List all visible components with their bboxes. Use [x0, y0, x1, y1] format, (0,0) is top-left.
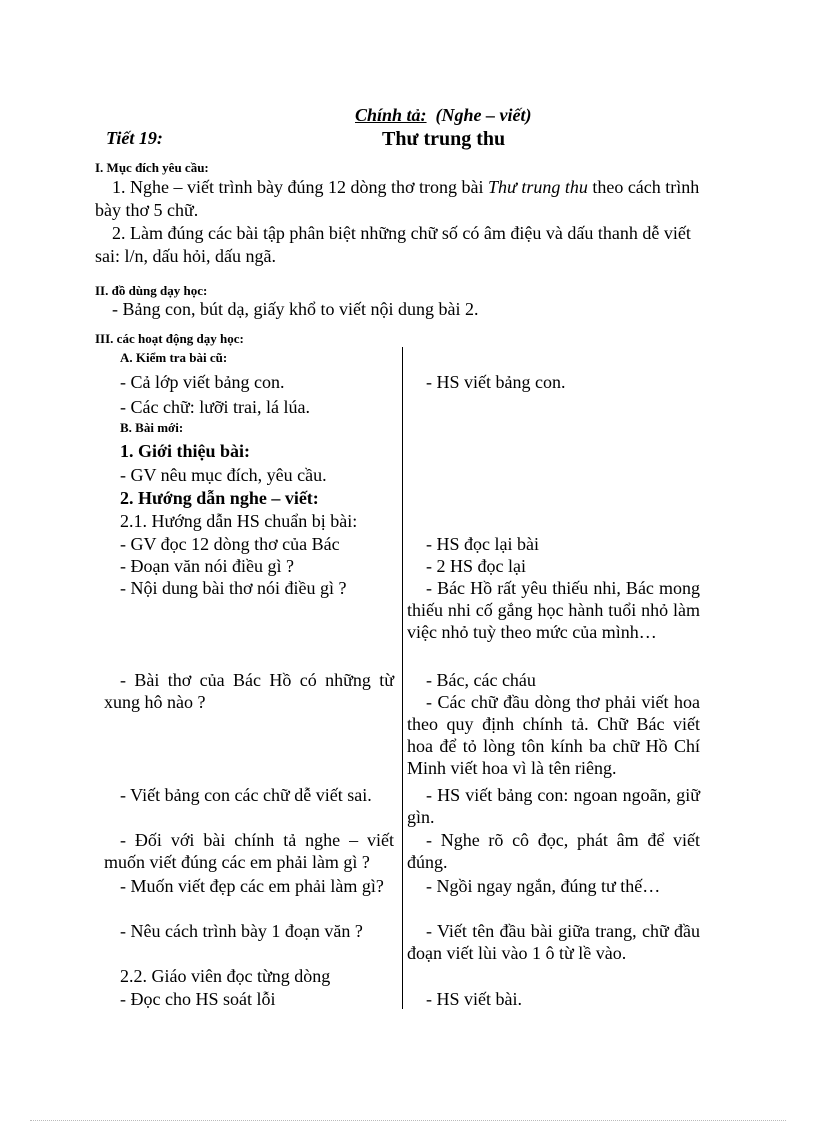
- left-row-9: - Nêu cách trình bày 1 đoạn văn ?: [120, 921, 363, 941]
- right-row-10: - HS viết bài.: [426, 989, 522, 1009]
- section1-heading: I. Mục đích yêu cầu:: [95, 160, 209, 175]
- left-row-8: - Muốn viết đẹp các em phải làm gì?: [120, 876, 384, 896]
- section-a-heading: A. Kiểm tra bài cũ:: [120, 350, 228, 365]
- right-row-6: - HS viết bảng con: ngoan ngoãn, giữ gìn.: [407, 785, 700, 827]
- left-row-2: - Đoạn văn nói điều gì ?: [120, 556, 294, 576]
- right-row-2: - 2 HS đọc lại: [426, 556, 526, 576]
- b21-heading: 2.1. Hướng dẫn HS chuẩn bị bài:: [120, 511, 358, 531]
- a-left-2: - Các chữ: lưỡi trai, lá lúa.: [120, 397, 310, 417]
- right-row-9: - Viết tên đầu bài giữa trang, chữ đầu đoạn viết lùi vào 1 ô từ lề vào.: [407, 921, 700, 963]
- b1-left: - GV nêu mục đích, yêu cầu.: [120, 465, 327, 485]
- left-row-1: - GV đọc 12 dòng thơ của Bác: [120, 534, 340, 554]
- footer-dotted-line: [30, 1120, 786, 1121]
- left-row-6: - Viết bảng con các chữ dễ viết sai.: [120, 785, 372, 805]
- method-label: (Nghe – viết): [435, 105, 532, 125]
- section-b-heading: B. Bài mới:: [120, 420, 184, 435]
- right-row-3: - Bác Hồ rất yêu thiếu nhi, Bác mong thiếu nhi cố gắng học hành tuổi nhỏ làm việc nhỏ tuỳ theo mức của mình…: [407, 578, 700, 642]
- poem-title-inline: Thư trung thu: [487, 177, 588, 197]
- b22-heading: 2.2. Giáo viên đọc từng dòng: [120, 966, 331, 986]
- right-row-4: - Bác, các cháu: [426, 670, 536, 690]
- left-row-7: - Đối với bài chính tả nghe – viết muốn viết đúng các em phải làm gì ?: [104, 830, 394, 872]
- b2-heading: 2. Hướng dẫn nghe – viết:: [120, 488, 319, 508]
- right-row-5: - Các chữ đầu dòng thơ phải viết hoa theo quy định chính tả. Chữ Bác viết hoa để tỏ lòng tôn kính ba chữ Hồ Chí Minh viết hoa vì là tên riêng.: [407, 692, 700, 778]
- b1-heading: 1. Giới thiệu bài:: [120, 441, 250, 461]
- section1-item1-cont: bày thơ 5 chữ.: [95, 200, 199, 220]
- section3-heading: III. các hoạt động dạy học:: [95, 331, 244, 346]
- left-row-4: - Bài thơ của Bác Hồ có những từ xung hô nào ?: [104, 670, 394, 712]
- section2-heading: II. đồ dùng dạy học:: [95, 283, 208, 298]
- column-divider: [402, 347, 403, 1009]
- left-row-10: - Đọc cho HS soát lỗi: [120, 989, 276, 1009]
- right-row-8: - Ngồi ngay ngắn, đúng tư thế…: [426, 876, 661, 896]
- subject-label: Chính tả:: [355, 105, 427, 125]
- section2-item: - Bảng con, bút dạ, giấy khổ to viết nội dung bài 2.: [112, 299, 479, 319]
- lesson-title: Thư trung thu: [382, 128, 506, 150]
- section1-item2-cont: sai: l/n, dấu hỏi, dấu ngã.: [95, 246, 276, 266]
- section1-item2: 2. Làm đúng các bài tập phân biệt những chữ số có âm điệu và dấu thanh dễ viết: [112, 223, 691, 243]
- section1-item1: 1. Nghe – viết trình bày đúng 12 dòng thơ trong bài Thư trung thu theo cách trình: [112, 177, 700, 197]
- a-left-1: - Cả lớp viết bảng con.: [120, 372, 285, 392]
- lesson-subject: [355, 104, 532, 126]
- lesson-number: Tiết 19:: [106, 128, 163, 148]
- right-row-7: - Nghe rõ cô đọc, phát âm để viết đúng.: [407, 830, 700, 872]
- right-row-1: - HS đọc lại bài: [426, 534, 539, 554]
- left-row-3: - Nội dung bài thơ nói điều gì ?: [120, 578, 347, 598]
- a-right-1: - HS viết bảng con.: [426, 372, 566, 392]
